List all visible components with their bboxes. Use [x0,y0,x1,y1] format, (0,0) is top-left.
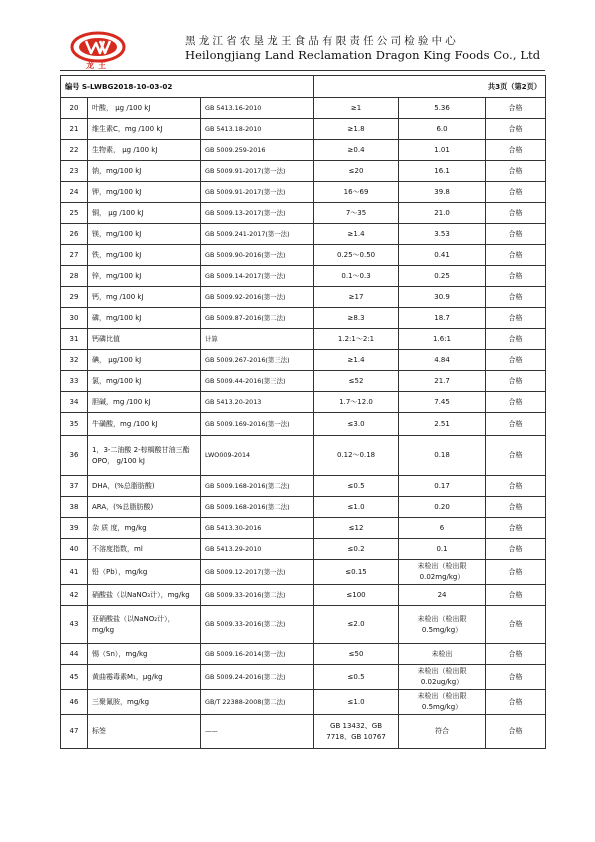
standard-requirement: 1.2:1～2:1 [314,329,399,350]
test-result: 18.7 [399,308,486,329]
row-number: 41 [61,560,88,585]
table-row [61,665,546,690]
verdict: 合格 [486,644,546,665]
standard-requirement: 0.25～0.50 [314,245,399,266]
test-item: 锡（Sn），mg/kg [88,644,201,665]
table-row [61,119,546,140]
test-result: 0.17 [399,476,486,497]
verdict: 合格 [486,392,546,413]
test-result: 6 [399,518,486,539]
row-number: 27 [61,245,88,266]
standard-requirement: 0.12～0.18 [314,436,399,476]
test-item: 胆碱，mg /100 kJ [88,392,201,413]
row-number: 31 [61,329,88,350]
standard-requirement: ≥17 [314,287,399,308]
row-number: 43 [61,606,88,644]
table-row [61,245,546,266]
table-row [61,224,546,245]
test-item: 牛磺酸，mg /100 kJ [88,413,201,436]
org-name-chinese: 黑龙江省农垦龙王食品有限责任公司检验中心 [185,35,459,47]
row-number: 25 [61,203,88,224]
standard-requirement: ≥1.8 [314,119,399,140]
row-number: 35 [61,413,88,436]
row-number: 30 [61,308,88,329]
test-method: GB 5413.30-2016 [201,518,314,539]
test-method: GB 5009.33-2016(第二法) [201,585,314,606]
verdict: 合格 [486,690,546,715]
standard-requirement: ≤50 [314,644,399,665]
test-method: GB 5413.16-2010 [201,98,314,119]
standard-requirement: ≥8.3 [314,308,399,329]
test-method: GB 5009.259-2016 [201,140,314,161]
standard-requirement: ≥1.4 [314,350,399,371]
test-item: 钾，mg/100 kJ [88,182,201,203]
test-method: GB 5009.16-2014(第一法) [201,644,314,665]
row-number: 38 [61,497,88,518]
test-method: GB 5009.90-2016(第一法) [201,245,314,266]
report-meta-row [61,76,546,98]
verdict: 合格 [486,245,546,266]
test-result: 未检出（检出限0.02ug/kg） [399,665,486,690]
standard-requirement: ≤100 [314,585,399,606]
standard-requirement: 1.7～12.0 [314,392,399,413]
row-number: 47 [61,715,88,749]
test-result: 30.9 [399,287,486,308]
test-method: GB 5009.267-2016(第三法) [201,350,314,371]
test-item: 氯，mg/100 kJ [88,371,201,392]
row-number: 24 [61,182,88,203]
row-number: 42 [61,585,88,606]
table-row [61,539,546,560]
verdict: 合格 [486,203,546,224]
test-result: 16.1 [399,161,486,182]
test-method: GB 5009.91-2017(第一法) [201,161,314,182]
test-item: 维生素C，mg /100 kJ [88,119,201,140]
verdict: 合格 [486,140,546,161]
org-name-english: Heilongjiang Land Reclamation Dragon King Foods Co., Ltd [185,48,541,62]
test-item: 硝酸盐（以NaNO₃计），mg/kg [88,585,201,606]
test-item: 钙，mg /100 kJ [88,287,201,308]
test-method: GB 5413.29-2010 [201,539,314,560]
table-row [61,350,546,371]
report-header [60,30,550,72]
verdict: 合格 [486,665,546,690]
row-number: 46 [61,690,88,715]
table-row [61,476,546,497]
test-result: 0.1 [399,539,486,560]
test-item: 碘， µg/100 kJ [88,350,201,371]
table-row [61,308,546,329]
test-result: 0.41 [399,245,486,266]
test-item: 钠，mg/100 kJ [88,161,201,182]
row-number: 32 [61,350,88,371]
row-number: 28 [61,266,88,287]
test-results-table [60,75,546,749]
row-number: 26 [61,224,88,245]
table-row [61,140,546,161]
test-method: GB 5009.87-2016(第二法) [201,308,314,329]
standard-requirement: ≥1 [314,98,399,119]
table-row [61,606,546,644]
test-method: GB 5413.18-2010 [201,119,314,140]
table-row [61,518,546,539]
verdict: 合格 [486,371,546,392]
test-method: GB 5009.169-2016(第一法) [201,413,314,436]
test-item: 铁，mg/100 kJ [88,245,201,266]
test-method: GB 5009.168-2016(第二法) [201,476,314,497]
standard-requirement: ≥1.4 [314,224,399,245]
table-row [61,203,546,224]
standard-requirement: 7～35 [314,203,399,224]
test-result: 未检出（检出限0.5mg/kg） [399,606,486,644]
table-row [61,715,546,749]
table-row [61,585,546,606]
table-row [61,329,546,350]
test-item: DHA，(%总脂肪酸) [88,476,201,497]
standard-requirement: ≤0.5 [314,476,399,497]
verdict: 合格 [486,161,546,182]
test-method: GB 5009.14-2017(第一法) [201,266,314,287]
test-result: 未检出 [399,644,486,665]
test-item: 标签 [88,715,201,749]
test-item: 钙磷比值 [88,329,201,350]
table-row [61,644,546,665]
test-result: 4.84 [399,350,486,371]
standard-requirement: ≥0.4 [314,140,399,161]
row-number: 39 [61,518,88,539]
svg-text:龙王: 龙王 [86,61,110,70]
test-result: 6.0 [399,119,486,140]
table-row [61,287,546,308]
verdict: 合格 [486,560,546,585]
report-number: 编号 S-LWBG2018-10-03-02 [61,76,314,98]
test-method: GB 5009.91-2017(第一法) [201,182,314,203]
test-result: 24 [399,585,486,606]
test-item: ARA，(%总脂肪酸) [88,497,201,518]
row-number: 20 [61,98,88,119]
test-method: GB 5009.168-2016(第二法) [201,497,314,518]
table-row [61,392,546,413]
test-item: 不溶度指数，ml [88,539,201,560]
verdict: 合格 [486,224,546,245]
test-method: GB 5009.12-2017(第一法) [201,560,314,585]
test-item: 叶酸， µg /100 kJ [88,98,201,119]
standard-requirement: 16～69 [314,182,399,203]
row-number: 40 [61,539,88,560]
verdict: 合格 [486,518,546,539]
test-result: 21.0 [399,203,486,224]
standard-requirement: ≤1.0 [314,497,399,518]
test-method: GB 5009.92-2016(第一法) [201,287,314,308]
verdict: 合格 [486,266,546,287]
verdict: 合格 [486,476,546,497]
table-row [61,560,546,585]
row-number: 22 [61,140,88,161]
test-item: 锌，mg/100 kJ [88,266,201,287]
verdict: 合格 [486,119,546,140]
standard-requirement: ≤52 [314,371,399,392]
table-row [61,690,546,715]
verdict: 合格 [486,182,546,203]
test-result: 21.7 [399,371,486,392]
verdict: 合格 [486,436,546,476]
standard-requirement: ≤0.2 [314,539,399,560]
row-number: 29 [61,287,88,308]
table-row [61,161,546,182]
verdict: 合格 [486,308,546,329]
standard-requirement: ≤12 [314,518,399,539]
test-item: 磷，mg/100 kJ [88,308,201,329]
row-number: 21 [61,119,88,140]
test-method: 计算 [201,329,314,350]
verdict: 合格 [486,497,546,518]
standard-requirement: ≤2.0 [314,606,399,644]
table-row [61,98,546,119]
test-result: 符合 [399,715,486,749]
test-result: 0.25 [399,266,486,287]
table-row [61,436,546,476]
test-method: —— [201,715,314,749]
header-divider [60,70,545,71]
standard-requirement: ≤3.0 [314,413,399,436]
standard-requirement: ≤1.0 [314,690,399,715]
row-number: 37 [61,476,88,497]
test-result: 1.6:1 [399,329,486,350]
row-number: 36 [61,436,88,476]
table-row [61,413,546,436]
test-method: LWO009-2014 [201,436,314,476]
row-number: 23 [61,161,88,182]
dragon-king-logo [70,30,134,70]
verdict: 合格 [486,329,546,350]
row-number: 44 [61,644,88,665]
test-method: GB 5009.241-2017(第一法) [201,224,314,245]
table-row [61,182,546,203]
standard-requirement: ≤0.5 [314,665,399,690]
test-result: 未检出（检出限0.02mg/kg） [399,560,486,585]
test-method: GB 5413.20-2013 [201,392,314,413]
verdict: 合格 [486,287,546,308]
standard-requirement: ≤20 [314,161,399,182]
standard-requirement: 0.1～0.3 [314,266,399,287]
table-row [61,497,546,518]
test-result: 5.36 [399,98,486,119]
verdict: 合格 [486,715,546,749]
test-item: 镁，mg/100 kJ [88,224,201,245]
test-result: 3.53 [399,224,486,245]
test-method: GB 5009.24-2016(第二法) [201,665,314,690]
test-item: 生物素， µg /100 kJ [88,140,201,161]
table-row [61,371,546,392]
verdict: 合格 [486,413,546,436]
test-result: 0.20 [399,497,486,518]
test-result: 0.18 [399,436,486,476]
test-method: GB 5009.44-2016(第三法) [201,371,314,392]
row-number: 45 [61,665,88,690]
test-method: GB/T 22388-2008(第二法) [201,690,314,715]
test-item: 黄曲霉毒素M₁，µg/kg [88,665,201,690]
test-result: 2.51 [399,413,486,436]
verdict: 合格 [486,539,546,560]
verdict: 合格 [486,606,546,644]
verdict: 合格 [486,98,546,119]
test-method: GB 5009.13-2017(第一法) [201,203,314,224]
page-info: 共3页（第2页） [314,76,546,98]
test-method: GB 5009.33-2016(第二法) [201,606,314,644]
row-number: 33 [61,371,88,392]
verdict: 合格 [486,585,546,606]
row-number: 34 [61,392,88,413]
test-result: 39.8 [399,182,486,203]
test-item: 三聚氰胺，mg/kg [88,690,201,715]
test-item: 1，3-二油酸 2-棕榈酸甘油三酯 OPO， g/100 kJ [88,436,201,476]
test-item: 亚硝酸盐（以NaNO₂计），mg/kg [88,606,201,644]
test-result: 1.01 [399,140,486,161]
standard-requirement: ≤0.15 [314,560,399,585]
table-row [61,266,546,287]
verdict: 合格 [486,350,546,371]
test-item: 铅（Pb），mg/kg [88,560,201,585]
test-item: 铜， µg /100 kJ [88,203,201,224]
test-result: 未检出（检出限0.5mg/kg） [399,690,486,715]
test-item: 杂 质 度，mg/kg [88,518,201,539]
standard-requirement: GB 13432、GB 7718、GB 10767 [314,715,399,749]
test-result: 7.45 [399,392,486,413]
